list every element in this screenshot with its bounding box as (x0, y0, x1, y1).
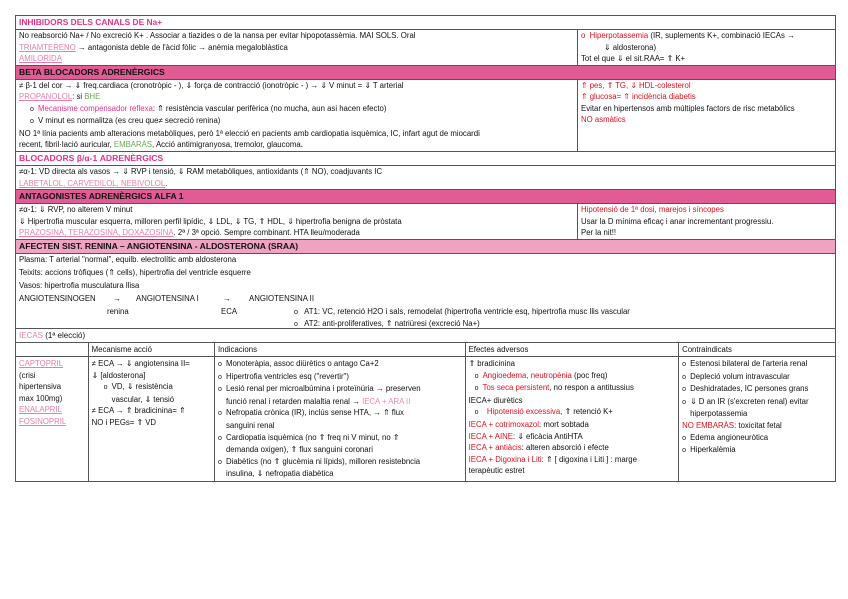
drugs-cell: CAPTOPRIL (crisi hipertensiva max 100mg) ENALAPRIL FOSINOPRIL (16, 357, 88, 481)
drug-list: PRAZOSINA, TERAZOSINA, DOXAZOSINA (19, 228, 174, 238)
drug-enalapril: ENALAPRIL (19, 405, 62, 415)
section-title-sraa: AFECTEN SIST. RENINA – ANGIOTENSINA - ALDOSTERONA (SRAA) (16, 240, 835, 254)
text-line: NO 1ª línia pacients amb alteracions metabòliques, però 1ª elecció en pacients amb cardiopatia isquèmica, IC, infart agut de miocardi (19, 128, 480, 138)
side-note: Tot el que ⇓ el sit.RAA= ⇑ K+ (581, 54, 686, 63)
pathway-angiotensin-1: ANGIOTENSINA I (136, 294, 199, 304)
text-line: o V minut es normalitza (es creu que≠ secreció renina) (30, 116, 221, 126)
pathway-at1: o AT1: VC, retenció H2O i sals, remodelat (hipertrofia ventricle esq, hipertrofia musc llis vascular (294, 307, 630, 317)
side-note: ⇓ aldosterona) (604, 42, 657, 52)
section-title-beta-blockers: BETA BLOCADORS ADRENÈRGICS (16, 66, 835, 80)
side-note: Evitar en hipertensos amb múltiples factors de risc metabòlics (581, 103, 795, 113)
column-header: Mecanisme acció (88, 343, 214, 357)
text-line: o Mecanisme compensador reflexa: ⇑ resistència vascular perifèrica (no mucha, aun asi hacen efecto) (30, 103, 387, 113)
text-line (16, 53, 577, 65)
column-header: Contraindicats (679, 343, 835, 357)
pathway-eca: ECA (221, 307, 238, 317)
column-header: Indicacions (214, 343, 465, 357)
text-line: Plasma: T arterial "normal", equilb. electrolític amb aldosterona (19, 255, 237, 265)
side-note: Hipotensió de 1ª dosi, marejos i síncopes (581, 205, 724, 215)
pathway-angiotensinogen: ANGIOTENSINOGEN (19, 294, 96, 304)
text-line: ≠α-1: VD directa als vasos → ⇓ RVP i tensió, ⇓ RAM metabòliques, antioxidants (⇑ NO), coadjuvants IC (19, 167, 383, 177)
side-note: ⇑ pes, ⇑ TG, ⇓ HDL-colesterol (581, 80, 691, 90)
pathway-renina: renina (107, 307, 129, 317)
side-note: ⇑ glucosa= ⇑ incidència diabetis (581, 92, 696, 102)
adverse-effects-cell: ⇑ bradicinina o Angioedema, neutropènia (poc freq) o Tos seca persistent, no respon a antitussius IECA+ diurètics o Hipotensió excessiva, ⇑ retenció K+ IECA + cotrimoxazol: mort sobtada IECA + AINE: ⇓ eficàcia AntiHTA IECA + antiàcis: alteren absorció i efecte IECA + Digoxina i Liti: ⇑ [ digoxina i Liti ] : marge terapèutic estret (465, 357, 679, 481)
table-header-row (16, 343, 835, 357)
arrow-icon: → (223, 294, 231, 304)
drug-list: LABETALOL, CARVEDILOL, NEBIVOLOL (19, 178, 166, 188)
document-table (15, 15, 836, 482)
text-line: TRIAMTERENO → antagonista deble de l'àcid fòlic → anèmia megaloblàstica (19, 42, 288, 52)
section-beta-alpha-blockers (16, 166, 835, 190)
text-line: Vasos: hipertrofia musculatura llisa (19, 281, 140, 291)
text-line: ⇓ Hipertrofia muscular esquerra, milloren perfil lipídic, ⇓ LDL, ⇓ TG, ⇑ HDL, ⇓ hipertrofia benigna de pròstata (19, 216, 402, 226)
drug-captopril: CAPTOPRIL (19, 359, 64, 369)
text-line: Teixits: accions tròfiques (⇑ cells), hipertrofia del ventricle esquerre (19, 268, 251, 278)
mechanism-cell: ≠ ECA → ⇓ angiotensina II= ⇓ [aldosterona] o VD, ⇓ resistència vascular, ⇓ tensió ≠ ECA → ⇑ bradicinina= ⇑ NO i PEGs= ⇑ VD (88, 357, 214, 481)
drug-propanolol: PROPANOLOL (19, 92, 73, 102)
text-line: ≠α-1: ⇓ RVP, no alterem V minut (19, 205, 133, 215)
section-iecas (16, 343, 835, 482)
text-line: LABETALOL, CARVEDILOL, NEBIVOLOL. (19, 178, 168, 188)
text-line: recent, fibril·lació auricular, EMBARÀS, Acció antimigranyosa, tremolor, glaucoma. (19, 140, 303, 150)
section-title-alpha1-antagonists: ANTAGONISTES ADRENÈRGICS ALFA 1 (16, 190, 835, 204)
section-beta-blockers (16, 80, 835, 153)
text-line: PROPANOLOL: si BHE (19, 92, 101, 102)
pathway-angiotensin-2: ANGIOTENSINA II (249, 294, 314, 304)
contraindications-cell: o Estenosi bilateral de l'arteria renal o Depleció volum intravascular o Deshidratades, IC persones grans o ⇓ D an IR (s'excreten renal) evitar hiperpotassemia NO EMBARÀS: toxicitat fetal o Edema angioneuròtica o Hiperkalèmia (679, 357, 835, 481)
section-title-iecas: IECAS (1ª elecció) (16, 329, 835, 343)
pathway-at2: o AT2: anti-proliferatives, ⇑ natriüresi (excreció Na+) (294, 319, 480, 329)
drug-fosinopril: FOSINOPRIL (19, 417, 67, 426)
drug-triamtereno: TRIAMTERENO (19, 42, 76, 52)
section-sraa (16, 254, 835, 329)
side-note: Usar la D mínima eficaç i anar incrementant progressiu. (581, 216, 774, 226)
section-na-channels (16, 30, 835, 66)
side-note: Per la nit!! (581, 228, 617, 238)
text-line: PRAZOSINA, TERAZOSINA, DOXAZOSINA. 2ª / 3ª opció. Sempre combinant. HTA lleu/moderada (19, 228, 360, 238)
section-title-na-channels: INHIBIDORS DELS CANALS DE Na+ (16, 16, 835, 30)
text-line: ≠ β-1 del cor → ⇓ freq.cardiaca (cronotròpic - ), ⇓ força de contracció (ionotròpic - ) → ⇓ V minut = ⇓ T arterial (19, 80, 404, 90)
drug-amilorida: AMILORIDA (19, 54, 62, 63)
arrow-icon: → (113, 294, 121, 304)
column-header: Efectes adversos (465, 343, 679, 357)
indications-cell: o Monoteràpia, assoc diürètics o antago Ca+2 o Hipertrofia ventricles esq ("revertir") o Lesió renal per microalbúmina i proteïnúria → preserven funció renal i retarden malaltia renal → IECA + ARA II o Nefropatia crònica (IR), inclús sense HTA, → ⇑ flux sanguini renal o Cardiopatia isquèmica (no ⇑ freq ni V minut, no ⇑ demanda oxigen), ⇑ flux sanguini coronari o Diabètics (no ⇑ glucèmia ni lípids), milloren resistebncia insulina, ⇓ nefropatia diabètica (214, 357, 465, 481)
text-line: No reabsorció Na+ / No excreció K+ . Associar a tiazides o de la nansa per evitar hipopotassèmia. MAI SOLS. Oral (19, 31, 416, 40)
section-title-beta-alpha-blockers: BLOCADORS β/α-1 ADRENÈRGICS (16, 152, 835, 166)
side-note: NO asmàtics (581, 115, 626, 125)
section-alpha1-antagonists (16, 204, 835, 240)
side-note: o Hiperpotassemia (IR, suplements K+, combinació IECAs → (581, 31, 795, 40)
table-row (16, 357, 835, 481)
